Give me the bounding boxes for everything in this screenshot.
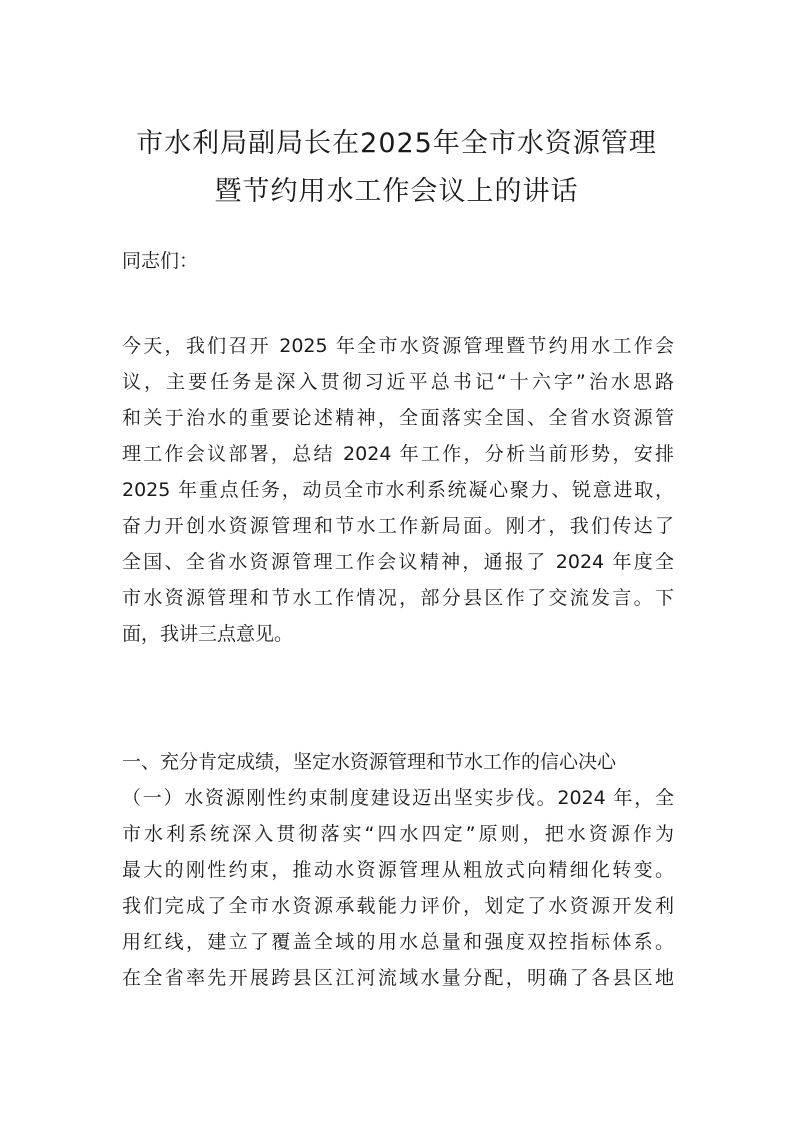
paragraph-line: 2025 年重点任务，动员全市水利系统凝心聚力、锐意进取， xyxy=(122,479,674,501)
salutation: 同志们： xyxy=(122,250,199,272)
paragraph-line: 今天，我们召开 2025 年全市水资源管理暨节约用水工作会 xyxy=(122,335,674,357)
paragraph-line: 市水资源管理和节水工作情况，部分县区作了交流发言。下 xyxy=(122,587,674,609)
paragraph-line: 在全省率先开展跨县区江河流域水量分配，明确了各县区地 xyxy=(122,967,674,989)
paragraph-line: 面，我讲三点意见。 xyxy=(122,623,294,645)
paragraph-line: 议，主要任务是深入贯彻习近平总书记“十六字”治水思路 xyxy=(122,371,674,393)
paragraph-line: 理工作会议部署，总结 2024 年工作，分析当前形势，安排 xyxy=(122,443,674,465)
section-heading: 一、充分肯定成绩，坚定水资源管理和节水工作的信心决心 xyxy=(122,751,617,773)
document-title-line-2: 暨节约用水工作会议上的讲话 xyxy=(214,176,579,207)
paragraph-line: 和关于治水的重要论述精神，全面落实全国、全省水资源管 xyxy=(122,407,674,429)
paragraph-line: 最大的刚性约束，推动水资源管理从粗放式向精细化转变。 xyxy=(122,859,674,881)
paragraph-line: 全国、全省水资源管理工作会议精神，通报了 2024 年度全 xyxy=(122,551,674,573)
paragraph-line: 市水利系统深入贯彻落实“四水四定”原则，把水资源作为 xyxy=(122,823,674,845)
paragraph-line: 用红线，建立了覆盖全域的用水总量和强度双控指标体系。 xyxy=(122,931,674,953)
paragraph-line: （一）水资源刚性约束制度建设迈出坚实步伐。2024 年，全 xyxy=(122,787,674,809)
paragraph-line: 我们完成了全市水资源承载能力评价，划定了水资源开发利 xyxy=(122,895,674,917)
document-title-line-1: 市水利局副局长在2025年全市水资源管理 xyxy=(136,128,657,159)
paragraph-line: 奋力开创水资源管理和节水工作新局面。刚才，我们传达了 xyxy=(122,515,674,537)
